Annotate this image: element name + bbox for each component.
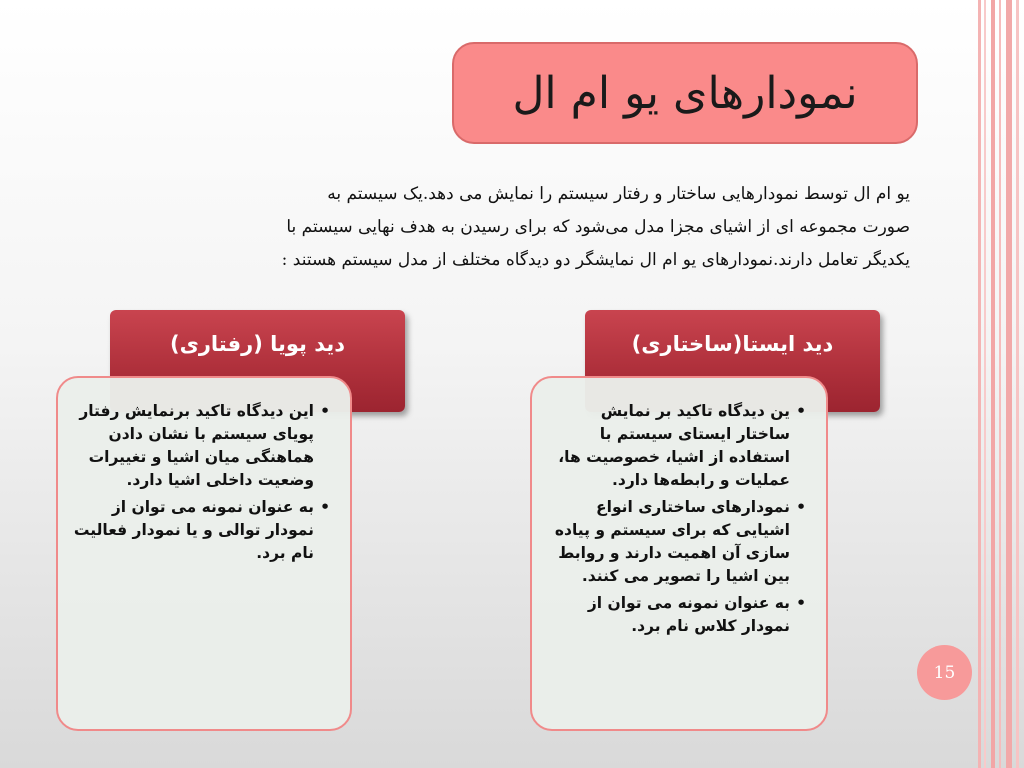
title-box <box>452 42 918 144</box>
behavioral-view-heading: دید پویا (رفتاری) <box>169 332 346 356</box>
border-stripe <box>991 0 995 768</box>
bullet-icon: • <box>796 498 806 516</box>
structural-view-heading: دید ایستا(ساختاری) <box>631 332 834 356</box>
bullet-icon: • <box>796 594 806 612</box>
list-item <box>72 496 332 565</box>
bullet-icon: • <box>320 498 330 516</box>
bullet-icon: • <box>796 402 806 420</box>
intro-line: یکدیگر تعامل دارند.نمودارهای یو ام ال نمایشگر دو دیدگاه مختلف از مدل سیستم هستند : <box>281 250 910 270</box>
behavioral-view-box <box>56 376 352 731</box>
behavioral-view-list <box>72 400 332 569</box>
bullet-text: این دیدگاه تاکید برنمایش رفتار پویای سیستم با نشان دادن هماهنگی میان اشیا و تغییرات وضعیت داخلی اشیا دارد. <box>79 402 314 489</box>
intro-paragraph <box>80 178 910 277</box>
structural-view-list <box>546 400 808 642</box>
border-stripe <box>978 0 981 768</box>
list-item <box>72 400 332 492</box>
bullet-text: نمودارهای ساختاری انواع اشیایی که برای سیستم و پیاده سازی آن اهمیت دارند و روابط بین اشیا را تصویر می کنند. <box>554 498 790 585</box>
bullet-text: به عنوان نمونه می توان از نمودار توالی و یا نمودار فعالیت نام برد. <box>73 498 314 562</box>
slide-title: نمودارهای یو ام ال <box>512 67 858 119</box>
border-stripe <box>984 0 986 768</box>
bullet-icon: • <box>320 402 330 420</box>
border-stripe <box>999 0 1001 768</box>
border-stripe <box>1006 0 1012 768</box>
intro-line: صورت مجموعه ای از اشیای مجزا مدل می‌شود که برای رسیدن به هدف نهایی سیستم با <box>286 217 910 237</box>
page-number-badge <box>917 645 972 700</box>
bullet-text: ین دیدگاه تاکید بر نمایش ساختار ایستای سیستم با استفاده از اشیا، خصوصیت ها، عملیات و رابطه‌ها دارد. <box>558 402 790 489</box>
intro-line: یو ام ال توسط نمودارهایی ساختار و رفتار سیستم را نمایش می دهد.یک سیستم به <box>327 184 910 204</box>
page-number: 15 <box>933 662 956 683</box>
list-item <box>546 400 808 492</box>
structural-view-box <box>530 376 828 731</box>
list-item <box>546 496 808 588</box>
list-item <box>546 592 808 638</box>
bullet-text: به عنوان نمونه می توان از نمودار کلاس نام برد. <box>587 594 790 635</box>
border-stripe <box>1016 0 1019 768</box>
